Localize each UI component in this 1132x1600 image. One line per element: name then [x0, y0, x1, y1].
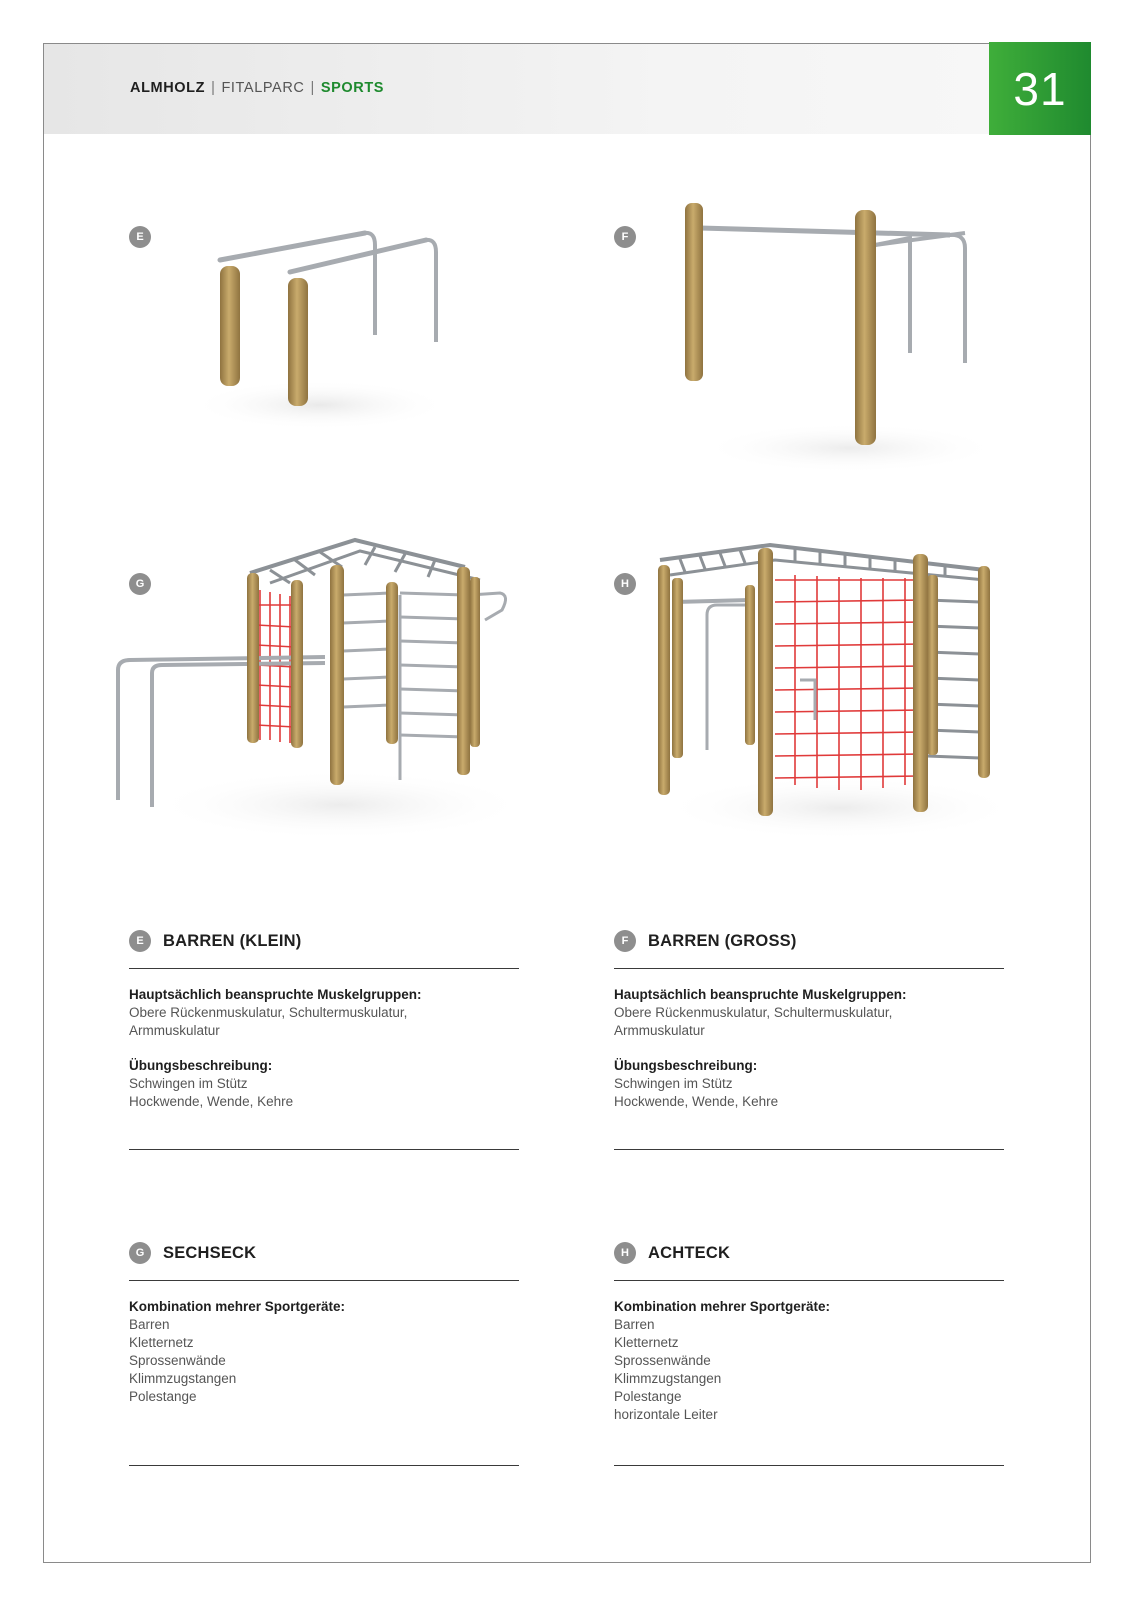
figure-marker-f: F: [614, 226, 636, 248]
section-achteck: [614, 1238, 1004, 1466]
equipment-item: Barren: [129, 1317, 170, 1332]
section-marker: E: [129, 930, 151, 952]
equipment-item: Sprossenwände: [129, 1353, 226, 1368]
section-heading: [614, 926, 1004, 956]
figure-marker-h: H: [614, 573, 636, 595]
exercise-line: Hockwende, Wende, Kehre: [129, 1094, 294, 1109]
section-marker: H: [614, 1242, 636, 1264]
exercise-label: Übungsbeschreibung:: [614, 1058, 758, 1073]
section-title: SECHSECK: [163, 1243, 257, 1262]
section-heading: [129, 1238, 519, 1268]
muscle-groups-line: Obere Rückenmuskulatur, Schultermuskulatur,: [614, 1005, 893, 1020]
equipment-item: Polestange: [129, 1389, 197, 1404]
equipment-item: Barren: [614, 1317, 655, 1332]
section-heading: [129, 926, 519, 956]
section-title: ACHTECK: [648, 1243, 731, 1262]
exercise-line: Schwingen im Stütz: [129, 1076, 248, 1091]
section-sechseck: [129, 1238, 519, 1466]
exercise-line: Hockwende, Wende, Kehre: [614, 1094, 779, 1109]
brand-sub: FITALPARC: [221, 80, 305, 96]
divider: [614, 968, 1004, 969]
divider: [129, 1149, 519, 1150]
illustration-barren-gross: [680, 198, 1000, 478]
divider: [129, 1465, 519, 1466]
muscle-groups-line: Armmuskulatur: [614, 1023, 705, 1038]
separator: |: [310, 80, 315, 96]
illustration-sechseck: [110, 535, 530, 845]
equipment-item: Sprossenwände: [614, 1353, 711, 1368]
equipment-item: horizontale Leiter: [614, 1407, 718, 1422]
section-name: SPORTS: [320, 80, 385, 96]
brand-line: [130, 80, 384, 96]
figure-marker-g: G: [129, 573, 151, 595]
section-barren-gross: [614, 926, 1004, 1150]
separator: |: [211, 80, 216, 96]
section-title: BARREN (KLEIN): [163, 931, 302, 950]
equipment-item: Kletternetz: [129, 1335, 194, 1350]
section-barren-klein: [129, 926, 519, 1150]
figure-marker-e: E: [129, 226, 151, 248]
divider: [614, 1465, 1004, 1466]
divider: [614, 1149, 1004, 1150]
divider: [129, 1280, 519, 1281]
illustration-barren-klein: [190, 220, 460, 440]
section-title: BARREN (GROSS): [648, 931, 797, 950]
equipment-item: Polestange: [614, 1389, 682, 1404]
muscle-groups-label: Hauptsächlich beanspruchte Muskelgruppen:: [129, 987, 422, 1002]
muscle-groups-line: Armmuskulatur: [129, 1023, 220, 1038]
exercise-label: Übungsbeschreibung:: [129, 1058, 273, 1073]
equipment-item: Kletternetz: [614, 1335, 679, 1350]
section-heading: [614, 1238, 1004, 1268]
combination-label: Kombination mehrer Sportgeräte:: [614, 1299, 831, 1314]
exercise-line: Schwingen im Stütz: [614, 1076, 733, 1091]
illustration-achteck: [655, 540, 1025, 840]
divider: [614, 1280, 1004, 1281]
divider: [129, 968, 519, 969]
muscle-groups-line: Obere Rückenmuskulatur, Schultermuskulatur,: [129, 1005, 408, 1020]
section-marker: G: [129, 1242, 151, 1264]
page-number: 31: [989, 42, 1091, 135]
equipment-item: Klimmzugstangen: [614, 1371, 722, 1386]
combination-label: Kombination mehrer Sportgeräte:: [129, 1299, 346, 1314]
brand-name: ALMHOLZ: [130, 80, 206, 96]
equipment-item: Klimmzugstangen: [129, 1371, 237, 1386]
section-marker: F: [614, 930, 636, 952]
muscle-groups-label: Hauptsächlich beanspruchte Muskelgruppen:: [614, 987, 907, 1002]
